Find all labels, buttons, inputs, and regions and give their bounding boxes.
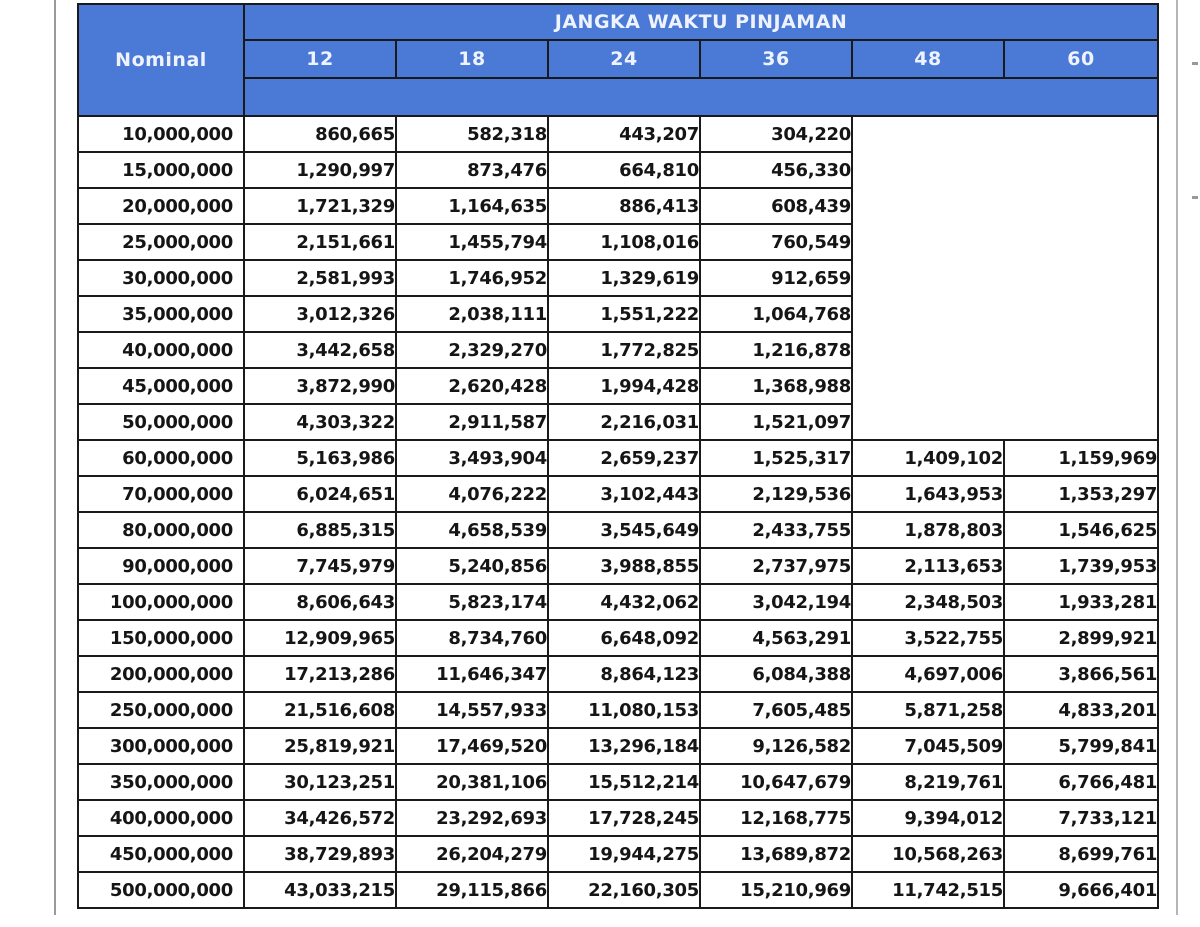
empty-long-term-area	[852, 116, 1158, 440]
table-row	[78, 836, 1158, 872]
installment-cell: 1,643,953	[852, 476, 1004, 512]
installment-cell: 1,164,635	[396, 188, 548, 224]
installment-cell: 8,734,760	[396, 620, 548, 656]
installment-cell: 1,108,016	[548, 224, 700, 260]
installment-cell: 304,220	[700, 116, 852, 152]
table-row	[78, 872, 1158, 908]
installment-cell: 13,296,184	[548, 728, 700, 764]
installment-cell: 1,455,794	[396, 224, 548, 260]
table-body	[78, 116, 1158, 908]
table-row	[78, 692, 1158, 728]
installment-cell: 1,994,428	[548, 368, 700, 404]
installment-cell: 15,512,214	[548, 764, 700, 800]
installment-cell: 1,159,969	[1004, 440, 1158, 476]
installment-cell: 4,658,539	[396, 512, 548, 548]
installment-cell: 12,168,775	[700, 800, 852, 836]
table-row	[78, 512, 1158, 548]
installment-cell: 3,545,649	[548, 512, 700, 548]
term-header: 60	[1004, 40, 1158, 78]
installment-cell: 4,697,006	[852, 656, 1004, 692]
installment-cell: 2,113,653	[852, 548, 1004, 584]
installment-cell: 22,160,305	[548, 872, 700, 908]
table-row	[78, 116, 1158, 152]
installment-cell: 3,442,658	[244, 332, 396, 368]
installment-cell: 1,216,878	[700, 332, 852, 368]
installment-cell: 2,216,031	[548, 404, 700, 440]
installment-cell: 3,522,755	[852, 620, 1004, 656]
installment-cell: 1,290,997	[244, 152, 396, 188]
nominal-cell: 40,000,000	[78, 332, 244, 368]
installment-cell: 1,878,803	[852, 512, 1004, 548]
installment-cell: 3,493,904	[396, 440, 548, 476]
installment-cell: 25,819,921	[244, 728, 396, 764]
installment-cell: 17,469,520	[396, 728, 548, 764]
installment-cell: 6,084,388	[700, 656, 852, 692]
installment-cell: 3,988,855	[548, 548, 700, 584]
installment-cell: 7,745,979	[244, 548, 396, 584]
installment-cell: 20,381,106	[396, 764, 548, 800]
nominal-cell: 150,000,000	[78, 620, 244, 656]
nominal-cell: 250,000,000	[78, 692, 244, 728]
installment-cell: 9,666,401	[1004, 872, 1158, 908]
nominal-cell: 45,000,000	[78, 368, 244, 404]
installment-cell: 15,210,969	[700, 872, 852, 908]
header-blank-band	[244, 78, 1158, 116]
installment-cell: 1,739,953	[1004, 548, 1158, 584]
installment-cell: 2,348,503	[852, 584, 1004, 620]
left-margin-rule	[54, 0, 56, 915]
nominal-cell: 90,000,000	[78, 548, 244, 584]
installment-cell: 582,318	[396, 116, 548, 152]
edge-mark	[1192, 62, 1198, 65]
installment-cell: 3,866,561	[1004, 656, 1158, 692]
installment-cell: 860,665	[244, 116, 396, 152]
nominal-cell: 50,000,000	[78, 404, 244, 440]
installment-cell: 4,303,322	[244, 404, 396, 440]
installment-cell: 873,476	[396, 152, 548, 188]
nominal-cell: 450,000,000	[78, 836, 244, 872]
installment-cell: 1,551,222	[548, 296, 700, 332]
installment-cell: 4,833,201	[1004, 692, 1158, 728]
installment-cell: 1,353,297	[1004, 476, 1158, 512]
nominal-cell: 35,000,000	[78, 296, 244, 332]
installment-cell: 11,742,515	[852, 872, 1004, 908]
installment-cell: 1,064,768	[700, 296, 852, 332]
term-header: 18	[396, 40, 548, 78]
table-row	[78, 476, 1158, 512]
installment-cell: 2,329,270	[396, 332, 548, 368]
installment-cell: 7,733,121	[1004, 800, 1158, 836]
installment-cell: 7,045,509	[852, 728, 1004, 764]
installment-cell: 2,737,975	[700, 548, 852, 584]
installment-cell: 6,024,651	[244, 476, 396, 512]
installment-cell: 3,872,990	[244, 368, 396, 404]
installment-cell: 11,080,153	[548, 692, 700, 728]
installment-cell: 2,151,661	[244, 224, 396, 260]
installment-cell: 1,772,825	[548, 332, 700, 368]
installment-cell: 29,115,866	[396, 872, 548, 908]
installment-cell: 2,659,237	[548, 440, 700, 476]
nominal-cell: 200,000,000	[78, 656, 244, 692]
installment-cell: 5,799,841	[1004, 728, 1158, 764]
installment-cell: 2,433,755	[700, 512, 852, 548]
table-row	[78, 800, 1158, 836]
table-row	[78, 440, 1158, 476]
nominal-cell: 20,000,000	[78, 188, 244, 224]
table-row	[78, 584, 1158, 620]
nominal-cell: 100,000,000	[78, 584, 244, 620]
installment-cell: 3,012,326	[244, 296, 396, 332]
installment-cell: 9,126,582	[700, 728, 852, 764]
installment-cell: 3,102,443	[548, 476, 700, 512]
installment-cell: 3,042,194	[700, 584, 852, 620]
installment-cell: 1,746,952	[396, 260, 548, 296]
installment-cell: 1,525,317	[700, 440, 852, 476]
table-row	[78, 764, 1158, 800]
installment-cell: 8,864,123	[548, 656, 700, 692]
installment-cell: 17,728,245	[548, 800, 700, 836]
installment-cell: 608,439	[700, 188, 852, 224]
installment-cell: 2,129,536	[700, 476, 852, 512]
installment-cell: 886,413	[548, 188, 700, 224]
installment-cell: 38,729,893	[244, 836, 396, 872]
nominal-cell: 400,000,000	[78, 800, 244, 836]
right-margin-rule	[1176, 0, 1178, 915]
term-header: 36	[700, 40, 852, 78]
installment-cell: 2,038,111	[396, 296, 548, 332]
edge-mark	[1192, 196, 1198, 199]
installment-cell: 1,329,619	[548, 260, 700, 296]
installment-cell: 4,432,062	[548, 584, 700, 620]
installment-cell: 7,605,485	[700, 692, 852, 728]
installment-cell: 2,620,428	[396, 368, 548, 404]
installment-cell: 1,933,281	[1004, 584, 1158, 620]
nominal-cell: 25,000,000	[78, 224, 244, 260]
installment-cell: 26,204,279	[396, 836, 548, 872]
nominal-cell: 70,000,000	[78, 476, 244, 512]
installment-cell: 10,647,679	[700, 764, 852, 800]
installment-cell: 760,549	[700, 224, 852, 260]
installment-cell: 10,568,263	[852, 836, 1004, 872]
installment-cell: 23,292,693	[396, 800, 548, 836]
term-header: 12	[244, 40, 396, 78]
table-header	[78, 4, 1158, 116]
installment-cell: 34,426,572	[244, 800, 396, 836]
term-header: 24	[548, 40, 700, 78]
installment-cell: 1,721,329	[244, 188, 396, 224]
table-row	[78, 548, 1158, 584]
installment-cell: 8,699,761	[1004, 836, 1158, 872]
installment-cell: 6,648,092	[548, 620, 700, 656]
installment-cell: 4,563,291	[700, 620, 852, 656]
installment-cell: 9,394,012	[852, 800, 1004, 836]
installment-cell: 2,899,921	[1004, 620, 1158, 656]
term-header: 48	[852, 40, 1004, 78]
installment-cell: 4,076,222	[396, 476, 548, 512]
installment-cell: 2,911,587	[396, 404, 548, 440]
installment-cell: 2,581,993	[244, 260, 396, 296]
installment-cell: 19,944,275	[548, 836, 700, 872]
installment-cell: 14,557,933	[396, 692, 548, 728]
table-row	[78, 656, 1158, 692]
nominal-cell: 80,000,000	[78, 512, 244, 548]
installment-cell: 456,330	[700, 152, 852, 188]
installment-cell: 17,213,286	[244, 656, 396, 692]
installment-cell: 443,207	[548, 116, 700, 152]
installment-cell: 5,240,856	[396, 548, 548, 584]
loan-term-group-header: JANGKA WAKTU PINJAMAN	[244, 4, 1158, 40]
installment-cell: 912,659	[700, 260, 852, 296]
nominal-cell: 350,000,000	[78, 764, 244, 800]
installment-cell: 8,219,761	[852, 764, 1004, 800]
nominal-cell: 300,000,000	[78, 728, 244, 764]
nominal-cell: 30,000,000	[78, 260, 244, 296]
installment-cell: 43,033,215	[244, 872, 396, 908]
installment-cell: 6,766,481	[1004, 764, 1158, 800]
installment-cell: 11,646,347	[396, 656, 548, 692]
nominal-header: Nominal	[78, 4, 244, 116]
installment-cell: 6,885,315	[244, 512, 396, 548]
nominal-cell: 60,000,000	[78, 440, 244, 476]
installment-cell: 30,123,251	[244, 764, 396, 800]
installment-cell: 12,909,965	[244, 620, 396, 656]
installment-cell: 1,546,625	[1004, 512, 1158, 548]
nominal-cell: 500,000,000	[78, 872, 244, 908]
installment-cell: 1,409,102	[852, 440, 1004, 476]
nominal-cell: 10,000,000	[78, 116, 244, 152]
nominal-cell: 15,000,000	[78, 152, 244, 188]
loan-installment-table	[77, 3, 1159, 909]
installment-cell: 13,689,872	[700, 836, 852, 872]
table-row	[78, 728, 1158, 764]
installment-cell: 664,810	[548, 152, 700, 188]
installment-cell: 5,871,258	[852, 692, 1004, 728]
table-row	[78, 620, 1158, 656]
installment-cell: 5,823,174	[396, 584, 548, 620]
installment-cell: 21,516,608	[244, 692, 396, 728]
installment-cell: 8,606,643	[244, 584, 396, 620]
installment-cell: 1,521,097	[700, 404, 852, 440]
installment-cell: 1,368,988	[700, 368, 852, 404]
installment-cell: 5,163,986	[244, 440, 396, 476]
